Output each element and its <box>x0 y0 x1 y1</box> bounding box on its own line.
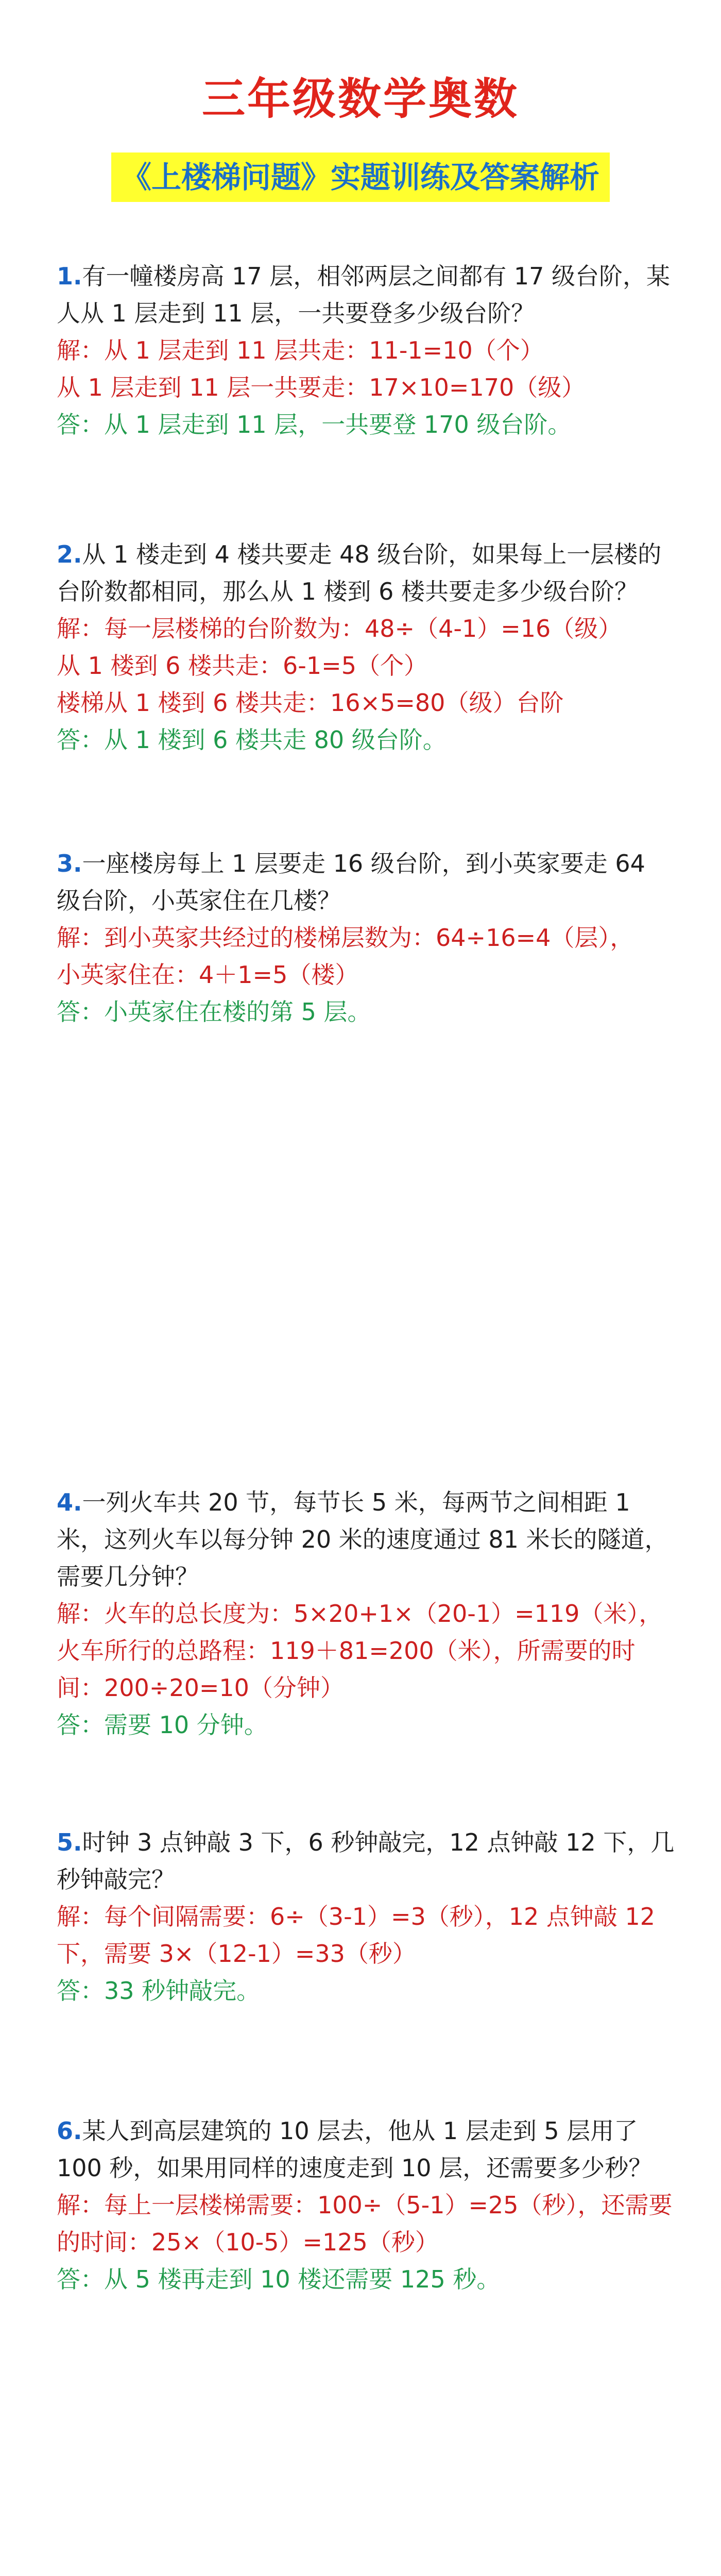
problem-number: 2. <box>57 540 82 568</box>
problem-6 <box>57 2112 675 2298</box>
problem-stem <box>57 845 675 919</box>
problem-stem <box>57 2112 675 2187</box>
problem-number: 6. <box>57 2117 82 2145</box>
solution-line: 解：火车的总长度为：5×20+1×（20-1）=119（米），火车所行的总路程：119＋81=200（米），所需要的时间：200÷20=10（分钟） <box>57 1600 663 1702</box>
problem-text: 某人到高层建筑的 10 层去，他从 1 层走到 5 层用了 100 秒，如果用同样的速度走到 10 层，还需要多少秒？ <box>57 2117 653 2182</box>
solution-line: 解：到小英家共经过的楼梯层数为：64÷16=4（层）， <box>57 924 634 952</box>
problem-stem <box>57 1484 675 1595</box>
problem-number: 3. <box>57 850 82 877</box>
problem-text: 一列火车共 20 节，每节长 5 米，每两节之间相距 1 米，这列火车以每分钟 20 米的速度通过 81 米长的隧道，需要几分钟？ <box>57 1488 668 1590</box>
answer-line: 答：从 1 层走到 11 层，一共要登 170 级台阶。 <box>57 411 572 438</box>
page-subtitle: 《上楼梯问题》实题训练及答案解析 <box>111 152 610 202</box>
answer-line: 答：33 秒钟敲完。 <box>57 1977 261 2005</box>
problem-5 <box>57 1824 675 2009</box>
solution-line: 从 1 层走到 11 层一共要走：17×10=170（级） <box>57 374 586 401</box>
problem-stem <box>57 258 675 332</box>
solution-line: 解：从 1 层走到 11 层共走：11-1=10（个） <box>57 336 544 364</box>
problem-text: 时钟 3 点钟敲 3 下，6 秒钟敲完，12 点钟敲 12 下，几秒钟敲完？ <box>57 1828 675 1893</box>
subtitle-banner <box>0 152 721 202</box>
solution-line: 解：每个间隔需要：6÷（3-1）=3（秒），12 点钟敲 12 下，需要 3×（12-1）=33（秒） <box>57 1903 656 1968</box>
problem-stem <box>57 1824 675 1898</box>
solution-line: 解：每上一层楼梯需要：100÷（5-1）=25（秒），还需要的时间：25×（10-5）=125（秒） <box>57 2191 673 2256</box>
solution-line: 解：每一层楼梯的台阶数为：48÷（4-1）=16（级） <box>57 615 622 642</box>
problem-text: 一座楼房每上 1 层要走 16 级台阶，到小英家要走 64 级台阶，小英家住在几楼？ <box>57 850 645 914</box>
solution-line: 从 1 楼到 6 楼共走：6-1=5（个） <box>57 652 427 680</box>
answer-line: 答：需要 10 分钟。 <box>57 1711 268 1739</box>
solution-line: 楼梯从 1 楼到 6 楼共走：16×5=80（级）台阶 <box>57 689 564 717</box>
problem-3 <box>57 845 675 1030</box>
answer-line: 答：小英家住在楼的第 5 层。 <box>57 998 371 1026</box>
problem-4 <box>57 1484 675 1743</box>
problem-text: 有一幢楼房高 17 层，相邻两层之间都有 17 级台阶，某人从 1 层走到 11 层，一共要登多少级台阶？ <box>57 262 671 327</box>
problem-number: 4. <box>57 1488 82 1516</box>
page-title: 三年级数学奥数 <box>201 74 519 124</box>
problem-1 <box>57 258 675 443</box>
problem-text: 从 1 楼走到 4 楼共要走 48 级台阶，如果每上一层楼的台阶数都相同，那么从 1 楼到 6 楼共要走多少级台阶？ <box>57 540 662 605</box>
problem-number: 5. <box>57 1828 82 1856</box>
problem-number: 1. <box>57 262 82 290</box>
solution-line: 小英家住在：4＋1=5（楼） <box>57 961 359 989</box>
answer-line: 答：从 1 楼到 6 楼共走 80 级台阶。 <box>57 726 447 754</box>
answer-line: 答：从 5 楼再走到 10 楼还需要 125 秒。 <box>57 2265 501 2293</box>
problem-stem <box>57 536 675 610</box>
problem-2 <box>57 536 675 758</box>
